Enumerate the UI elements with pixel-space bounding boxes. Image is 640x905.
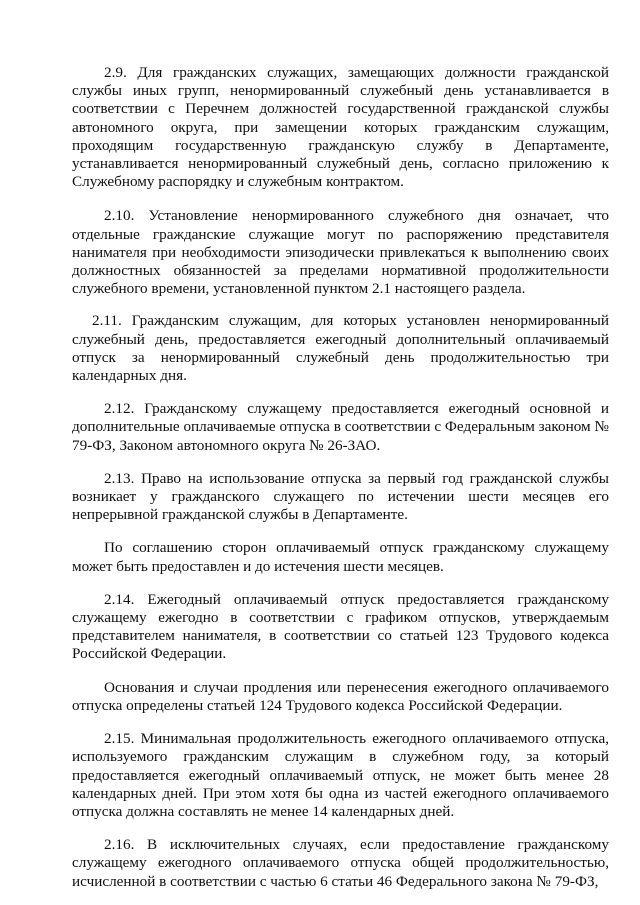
paragraph-2-12: 2.12. Гражданскому служащему предоставляется ежегодный основной и дополнительные оплачиваемые отпуска в соответствии с Федеральным законом № 79-ФЗ, Законом автономного округа № 26-ЗАО. [72,400,609,454]
paragraph-2-16: 2.16. В исключительных случаях, если предоставление гражданскому служащему ежегодного оплачиваемого отпуска общей продолжительностью, исчисленной в соответствии с частью 6 статьи 46 Федерального закона № 79-ФЗ, [72,836,609,890]
paragraph-2-10: 2.10. Установление ненормированного служебного дня означает, что отдельные гражданские служащие могут по распоряжению представителя нанимателя при необходимости эпизодически привлекаться к выполнению своих должностных обязанностей за пределами нормативной продолжительности служебного времени, установленной пунктом 2.1 настоящего раздела. [72,207,609,298]
document-body [72,64,609,891]
paragraph-2-9: 2.9. Для гражданских служащих, замещающих должности гражданской службы иных групп, ненормированный служебный день устанавливается в соответствии с Перечнем должностей государственной гражданской службы автономного округа, при замещении которых гражданским служащим, проходящим государственную гражданскую службу в Департаменте, устанавливается ненормированный служебный день, согласно приложению к Служебному распорядку и служебным контрактом. [72,64,609,191]
paragraph-2-13: 2.13. Право на использование отпуска за первый год гражданской службы возникает у гражданского служащего по истечении шести месяцев его непрерывной гражданской службы в Департаменте. [72,469,609,524]
paragraph-2-14: 2.14. Ежегодный оплачиваемый отпуск предоставляется гражданскому служащему ежегодно в соответствии с графиком отпусков, утверждаемым представителем нанимателя, в соответствии со статьей 123 Трудового кодекса Российской Федерации. [72,590,609,663]
paragraph-2-15: 2.15. Минимальная продолжительность ежегодного оплачиваемого отпуска, используемого гражданским служащим в служебном году, за который предоставляется ежегодный оплачиваемый отпуск, не может быть менее 28 календарных дней. При этом хотя бы одна из частей ежегодного оплачиваемого отпуска должна составлять не менее 14 календарных дней. [72,730,609,820]
paragraph-2-13-agreement: По соглашению сторон оплачиваемый отпуск гражданскому служащему может быть предоставлен и до истечения шести месяцев. [72,539,609,575]
paragraph-2-11: 2.11. Гражданским служащим, для которых установлен ненормированный служебный день, предоставляется ежегодный дополнительный оплачиваемый отпуск за ненормированный служебный день продолжительностью три календарных дня. [72,312,609,385]
paragraph-2-14-extension: Основания и случаи продления или перенесения ежегодного оплачиваемого отпуска определены статьей 124 Трудового кодекса Российской Федерации. [72,678,609,714]
